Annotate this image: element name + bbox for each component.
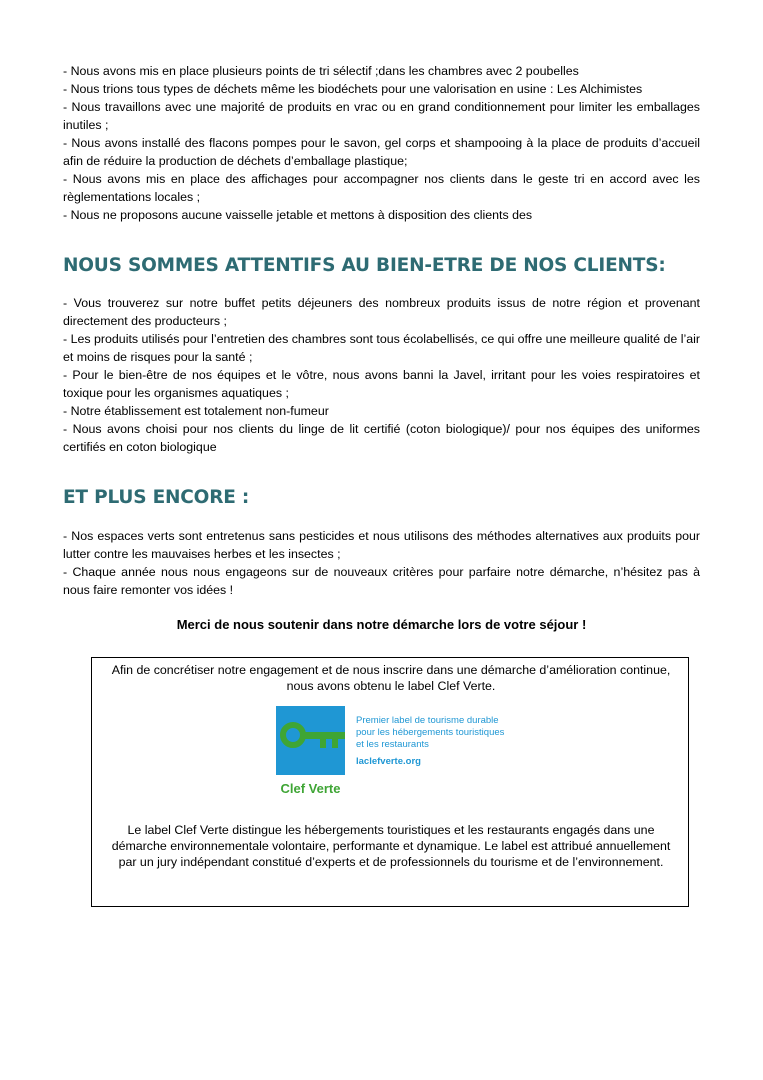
list-item: - Nos espaces verts sont entretenus sans pesticides et nous utilisons des méthodes alternatives aux produits pour lutter contre les mauvaises herbes et les insectes ;	[63, 529, 700, 561]
green-key-icon	[276, 706, 345, 775]
section-title-more: ET PLUS ENCORE :	[63, 487, 250, 508]
label-box	[91, 657, 689, 907]
wellbeing-list	[63, 294, 700, 456]
list-item: - Nous avons choisi pour nos clients du linge de lit certifié (coton biologique)/ pour nos équipes des uniformes certifiés en coton biologique	[63, 422, 700, 454]
list-item: - Vous trouverez sur notre buffet petits déjeuners des nombreux produits issus de notre région et provenant directement des producteurs ;	[63, 296, 700, 328]
list-item: - Notre établissement est totalement non-fumeur	[63, 404, 329, 418]
thanks-message: Merci de nous soutenir dans notre démarche lors de votre séjour !	[176, 617, 587, 632]
more-list	[63, 527, 700, 599]
list-item: - Nous ne proposons aucune vaisselle jetable et mettons à disposition des clients des	[63, 208, 533, 222]
list-item: - Nous trions tous types de déchets même les biodéchets pour une valorisation en usine : Les Alchimistes	[63, 82, 643, 96]
list-item: - Nous avons mis en place des affichages pour accompagner nos clients dans le geste tri en accord avec les règlementations locales ;	[63, 172, 700, 204]
intro-list	[63, 62, 700, 224]
logo-tagline-line: et les restaurants	[356, 739, 429, 750]
list-item: - Les produits utilisés pour l’entretien des chambres sont tous écolabellisés, ce qui offre une meilleure qualité de l’air et moins de risques pour la santé ;	[63, 332, 700, 364]
logo-url: laclefverte.org	[356, 756, 421, 767]
logo-tagline-line: Premier label de tourisme durable	[356, 715, 499, 726]
clef-verte-logo	[276, 706, 345, 775]
label-intro: Afin de concrétiser notre engagement et de nous inscrire dans une démarche d’amélioration continue, nous avons obtenu le label Clef Verte.	[111, 663, 671, 693]
logo-tagline	[356, 715, 504, 751]
list-item: - Nous avons mis en place plusieurs points de tri sélectif ;dans les chambres avec 2 poubelles	[63, 64, 579, 78]
logo-name: Clef Verte	[280, 781, 341, 796]
list-item: - Nous travaillons avec une majorité de produits en vrac ou en grand conditionnement pour limiter les emballages inutiles ;	[63, 100, 700, 132]
label-description: Le label Clef Verte distingue les hébergements touristiques et les restaurants engagés dans une démarche environnementale volontaire, performante et dynamique. Le label est attribué annuellement par un jury indépendant constitué d’experts et de professionnels du tourisme et de l’environnement.	[111, 823, 671, 869]
section-title-wellbeing: NOUS SOMMES ATTENTIFS AU BIEN-ETRE DE NOS CLIENTS:	[63, 255, 666, 276]
list-item: - Pour le bien-être de nos équipes et le vôtre, nous avons banni la Javel, irritant pour les voies respiratoires et toxique pour les organismes aquatiques ;	[63, 368, 700, 400]
list-item: - Nous avons installé des flacons pompes pour le savon, gel corps et shampooing à la place de produits d’accueil afin de réduire la production de déchets d’emballage plastique;	[63, 136, 700, 168]
logo-tagline-line: pour les hébergements touristiques	[356, 727, 505, 738]
list-item: - Chaque année nous nous engageons sur de nouveaux critères pour parfaire notre démarche, n’hésitez pas à nous faire remonter vos idées !	[63, 565, 700, 597]
